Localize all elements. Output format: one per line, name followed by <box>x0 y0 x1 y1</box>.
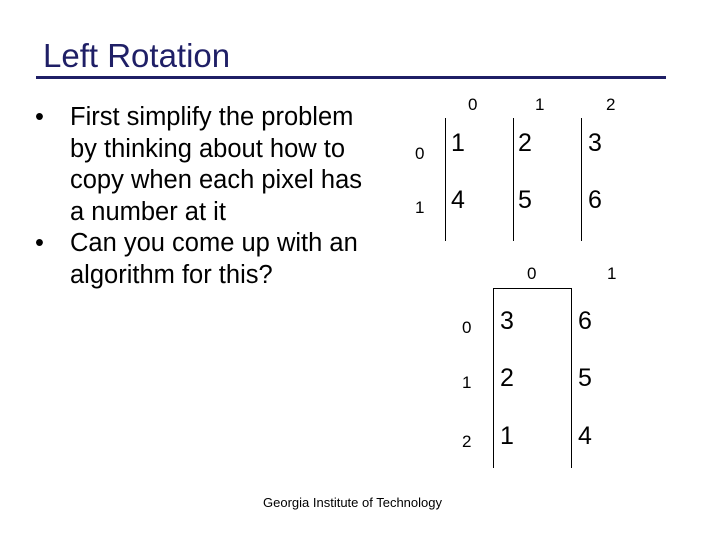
grid-cell: 4 <box>451 186 465 214</box>
bullet-text: First simplify the problem by thinking about how to copy when each pixel has a number at it <box>70 103 363 226</box>
grid-cell: 1 <box>451 129 465 157</box>
bullet-list <box>35 102 380 291</box>
grid-cell: 2 <box>518 129 532 157</box>
rotated-row-label: 0 <box>462 318 472 337</box>
rotated-row-label: 2 <box>462 432 472 451</box>
grid-cell: 5 <box>518 186 532 214</box>
rotated-row-label: 1 <box>462 373 472 392</box>
source-row-label: 1 <box>415 198 425 217</box>
grid-cell: 5 <box>578 364 592 392</box>
grid-cell: 4 <box>578 422 592 450</box>
rotated-col-label: 1 <box>607 264 617 283</box>
bullet-marker: • <box>35 229 44 257</box>
grid-line <box>513 118 514 241</box>
rotated-col-label: 0 <box>527 264 537 283</box>
grid-cell: 3 <box>500 307 514 335</box>
grid-line <box>571 288 572 468</box>
grid-cell: 6 <box>578 307 592 335</box>
bullet-item <box>35 102 370 228</box>
title-underline <box>36 76 666 79</box>
grid-line <box>493 288 494 468</box>
grid-cell: 3 <box>588 129 602 157</box>
grid-cell: 2 <box>500 364 514 392</box>
grid-cell: 1 <box>500 422 514 450</box>
grid-line <box>493 288 571 289</box>
grid-line <box>445 118 446 241</box>
slide-title: Left Rotation <box>43 37 231 74</box>
source-col-label: 0 <box>468 95 478 114</box>
bullet-marker: • <box>35 103 44 131</box>
bullet-item <box>35 228 380 291</box>
bullet-text: Can you come up with an algorithm for this? <box>70 229 358 289</box>
source-row-label: 0 <box>415 144 425 163</box>
source-col-label: 2 <box>606 95 616 114</box>
grid-line <box>581 118 582 241</box>
source-col-label: 1 <box>535 95 545 114</box>
footer-text: Georgia Institute of Technology <box>263 495 442 510</box>
grid-cell: 6 <box>588 186 602 214</box>
